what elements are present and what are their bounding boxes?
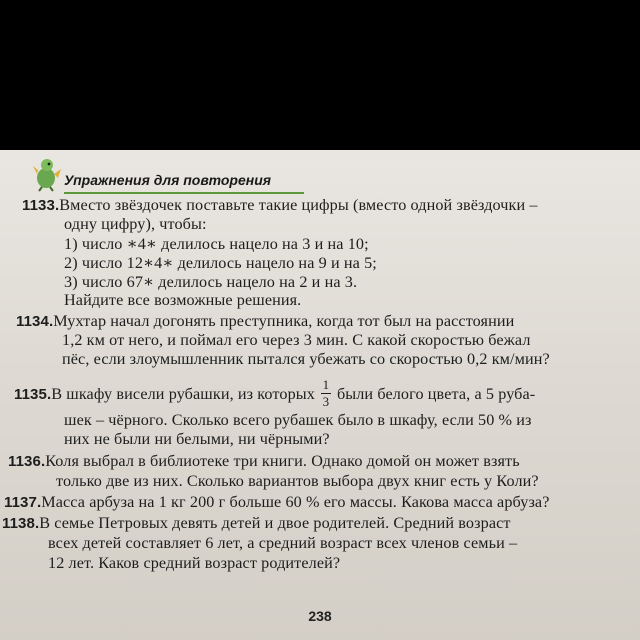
exercise-number: 1133. <box>22 197 60 214</box>
exercise-1136-line-2: только две из них. Сколько вариантов выбора двух книг есть у Коли? <box>56 472 539 490</box>
exercise-number: 1136. <box>8 453 46 470</box>
title-underline <box>64 192 304 194</box>
textbook-page <box>0 150 640 640</box>
section-title: Упражнения для повторения <box>64 172 271 188</box>
exercise-1133-line-2: одну цифру), чтобы: <box>64 215 207 233</box>
exercise-1135-line-2: шек – чёрного. Сколько всего рубашек было в шкафу, если 50 % из <box>64 411 532 429</box>
exercise-1133-line-6: Найдите все возможные решения. <box>64 291 302 309</box>
exercise-1136-line-1: 1136.Коля выбрал в библиотеке три книги. Однако домой он может взять <box>8 452 520 470</box>
exercise-number: 1138. <box>2 515 40 532</box>
exercise-1138-line-2: всех детей составляет 6 лет, а средний возраст всех членов семьи – <box>48 534 518 552</box>
exercise-1137-line-1: 1137.Масса арбуза на 1 кг 200 г больше 60 % его массы. Какова масса арбуза? <box>4 493 550 511</box>
exercise-number: 1135. <box>14 386 52 404</box>
exercise-1134-line-1: 1134.Мухтар начал догонять преступника, когда тот был на расстоянии <box>16 312 515 330</box>
exercise-number: 1137. <box>4 494 42 511</box>
exercise-1133-item-3: 3) число 67∗ делилось нацело на 2 и на 3. <box>64 273 358 291</box>
exercise-number: 1134. <box>16 313 54 330</box>
exercise-1138-line-3: 12 лет. Каков средний возраст родителей? <box>48 554 341 572</box>
exercise-1134-line-3: пёс, если злоумышленник пытался убежать со скоростью 0,2 км/мин? <box>62 350 550 368</box>
dragon-mascot-icon <box>32 156 62 192</box>
section-header <box>32 156 332 196</box>
exercise-1135-line-1: 1135.В шкафу висели рубашки, из которых $\frac{1}{3}$ были белого цвета, а 5 руба- <box>14 377 536 409</box>
exercise-1133-item-1: 1) число ∗4∗ делилось нацело на 3 и на 10; <box>64 235 369 253</box>
exercise-1133-line-1: 1133.Вместо звёздочек поставьте такие цифры (вместо одной звёздочки – <box>22 196 538 214</box>
exercise-1134-line-2: 1,2 км от него, и поймал его через 3 мин. С какой скоростью бежал <box>62 331 531 349</box>
exercise-1133-item-2: 2) число 12∗4∗ делилось нацело на 9 и на 5; <box>64 254 377 272</box>
fraction-one-third: $\frac{1}{3}$ <box>322 377 330 409</box>
exercise-1135-line-3: них не были ни белыми, ни чёрными? <box>64 430 330 448</box>
page-number: 238 <box>308 608 332 624</box>
exercise-1138-line-1: 1138.В семье Петровых девять детей и двое родителей. Средний возраст <box>2 514 511 532</box>
